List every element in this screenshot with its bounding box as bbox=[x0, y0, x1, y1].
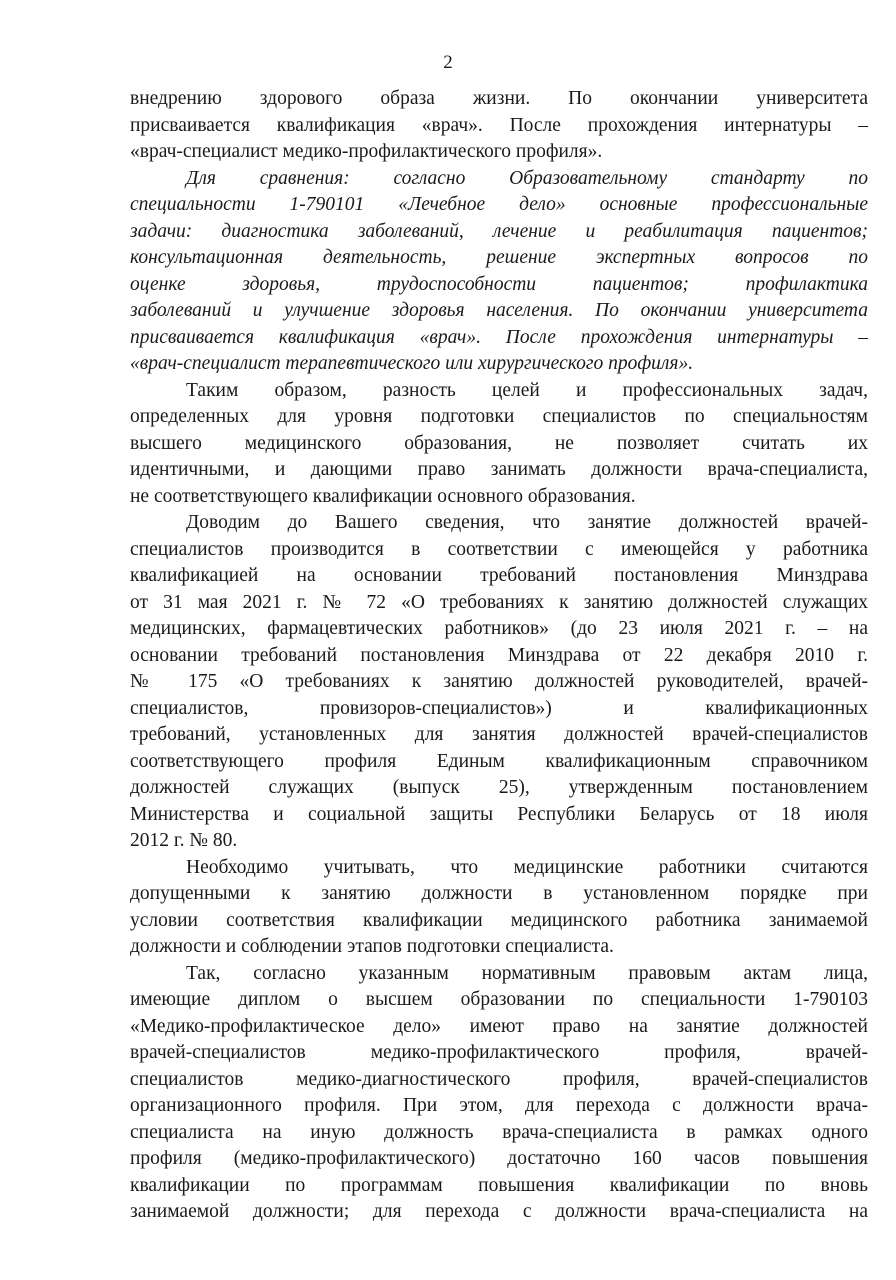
text-line: присваивается квалификация «врач». После прохождения интернатуры – bbox=[130, 114, 868, 136]
text-line: внедрению здорового образа жизни. По окончании университета bbox=[130, 88, 868, 109]
text-line: профиля (медико-профилактического) достаточно 160 часов повышения bbox=[130, 1148, 868, 1169]
text-line: квалификацией на основании требований постановления Минздрава bbox=[130, 565, 868, 586]
text-line: от 31 мая 2021 г. № 72 «О требованиях к занятию должностей служащих bbox=[130, 591, 868, 613]
paragraph bbox=[130, 961, 868, 1226]
text-line: специальности 1-790101 «Лечебное дело» основные профессиональные bbox=[130, 194, 868, 215]
text-line: допущенными к занятию должности в установленном порядке при bbox=[130, 883, 868, 904]
text-line: специалиста на иную должность врача-специалиста в рамках одного bbox=[130, 1121, 868, 1143]
text-line: 2012 г. № 80. bbox=[130, 830, 238, 851]
text-line: соответствующего профиля Единым квалификационным справочником bbox=[130, 750, 868, 772]
paragraph bbox=[130, 86, 868, 166]
document-body bbox=[130, 86, 868, 1226]
text-line: № 175 «О требованиях к занятию должностей руководителей, врачей- bbox=[130, 671, 868, 692]
text-line: «врач-специалист медико-профилактического профиля». bbox=[130, 141, 603, 162]
text-line: занимаемой должности; для перехода с должности врача-специалиста на bbox=[130, 1201, 868, 1222]
paragraph bbox=[130, 855, 868, 961]
text-line: заболеваний и улучшение здоровья населения. По окончании университета bbox=[130, 300, 868, 321]
text-line: Доводим до Вашего сведения, что занятие должностей врачей- bbox=[186, 512, 868, 533]
text-line: идентичными, и дающими право занимать должности врача-специалиста, bbox=[130, 459, 868, 480]
text-line: врачей-специалистов медико-профилактического профиля, врачей- bbox=[130, 1042, 868, 1063]
text-line: «Медико-профилактическое дело» имеют право на занятие должностей bbox=[130, 1015, 868, 1037]
text-line: «врач-специалист терапевтического или хирургического профиля». bbox=[130, 353, 694, 374]
text-line: основании требований постановления Минздрава от 22 декабря 2010 г. bbox=[130, 644, 868, 666]
text-line: имеющие диплом о высшем образовании по специальности 1-790103 bbox=[130, 989, 868, 1010]
text-line: Необходимо учитывать, что медицинские работники считаются bbox=[186, 856, 868, 878]
text-line: организационного профиля. При этом, для перехода с должности врача- bbox=[130, 1095, 868, 1116]
text-line: оценке здоровья, трудоспособности пациентов; профилактика bbox=[130, 273, 868, 295]
text-line: определенных для уровня подготовки специалистов по специальностям bbox=[130, 406, 868, 427]
text-line: медицинских, фармацевтических работников» (до 23 июля 2021 г. – на bbox=[130, 618, 868, 639]
text-line: условии соответствия квалификации медицинского работника занимаемой bbox=[130, 909, 868, 931]
page-number: 2 bbox=[443, 52, 453, 73]
text-line: специалистов производится в соответствии с имеющейся у работника bbox=[130, 538, 868, 560]
text-line: консультационная деятельность, решение экспертных вопросов по bbox=[130, 247, 868, 268]
text-line: требований, установленных для занятия должностей врачей-специалистов bbox=[130, 724, 868, 745]
text-line: присваивается квалификация «врач». После прохождения интернатуры – bbox=[130, 326, 868, 348]
text-line: задачи: диагностика заболеваний, лечение и реабилитация пациентов; bbox=[130, 220, 868, 242]
paragraph bbox=[130, 378, 868, 511]
paragraph bbox=[130, 166, 868, 378]
text-line: Для сравнения: согласно Образовательному стандарту по bbox=[186, 167, 868, 189]
text-line: Таким образом, разность целей и профессиональных задач, bbox=[186, 379, 868, 401]
paragraph bbox=[130, 510, 868, 855]
text-line: специалистов, провизоров-специалистов») и квалификационных bbox=[130, 697, 868, 719]
text-line: высшего медицинского образования, не позволяет считать их bbox=[130, 432, 868, 454]
text-line: должности и соблюдении этапов подготовки специалиста. bbox=[130, 936, 614, 957]
text-line: Так, согласно указанным нормативным правовым актам лица, bbox=[186, 962, 868, 984]
text-line: квалификации по программам повышения квалификации по вновь bbox=[130, 1174, 868, 1196]
text-line: должностей служащих (выпуск 25), утвержденным постановлением bbox=[130, 777, 868, 798]
text-line: Министерства и социальной защиты Республики Беларусь от 18 июля bbox=[130, 803, 868, 825]
text-line: не соответствующего квалификации основного образования. bbox=[130, 485, 636, 507]
text-line: специалистов медико-диагностического профиля, врачей-специалистов bbox=[130, 1068, 868, 1090]
